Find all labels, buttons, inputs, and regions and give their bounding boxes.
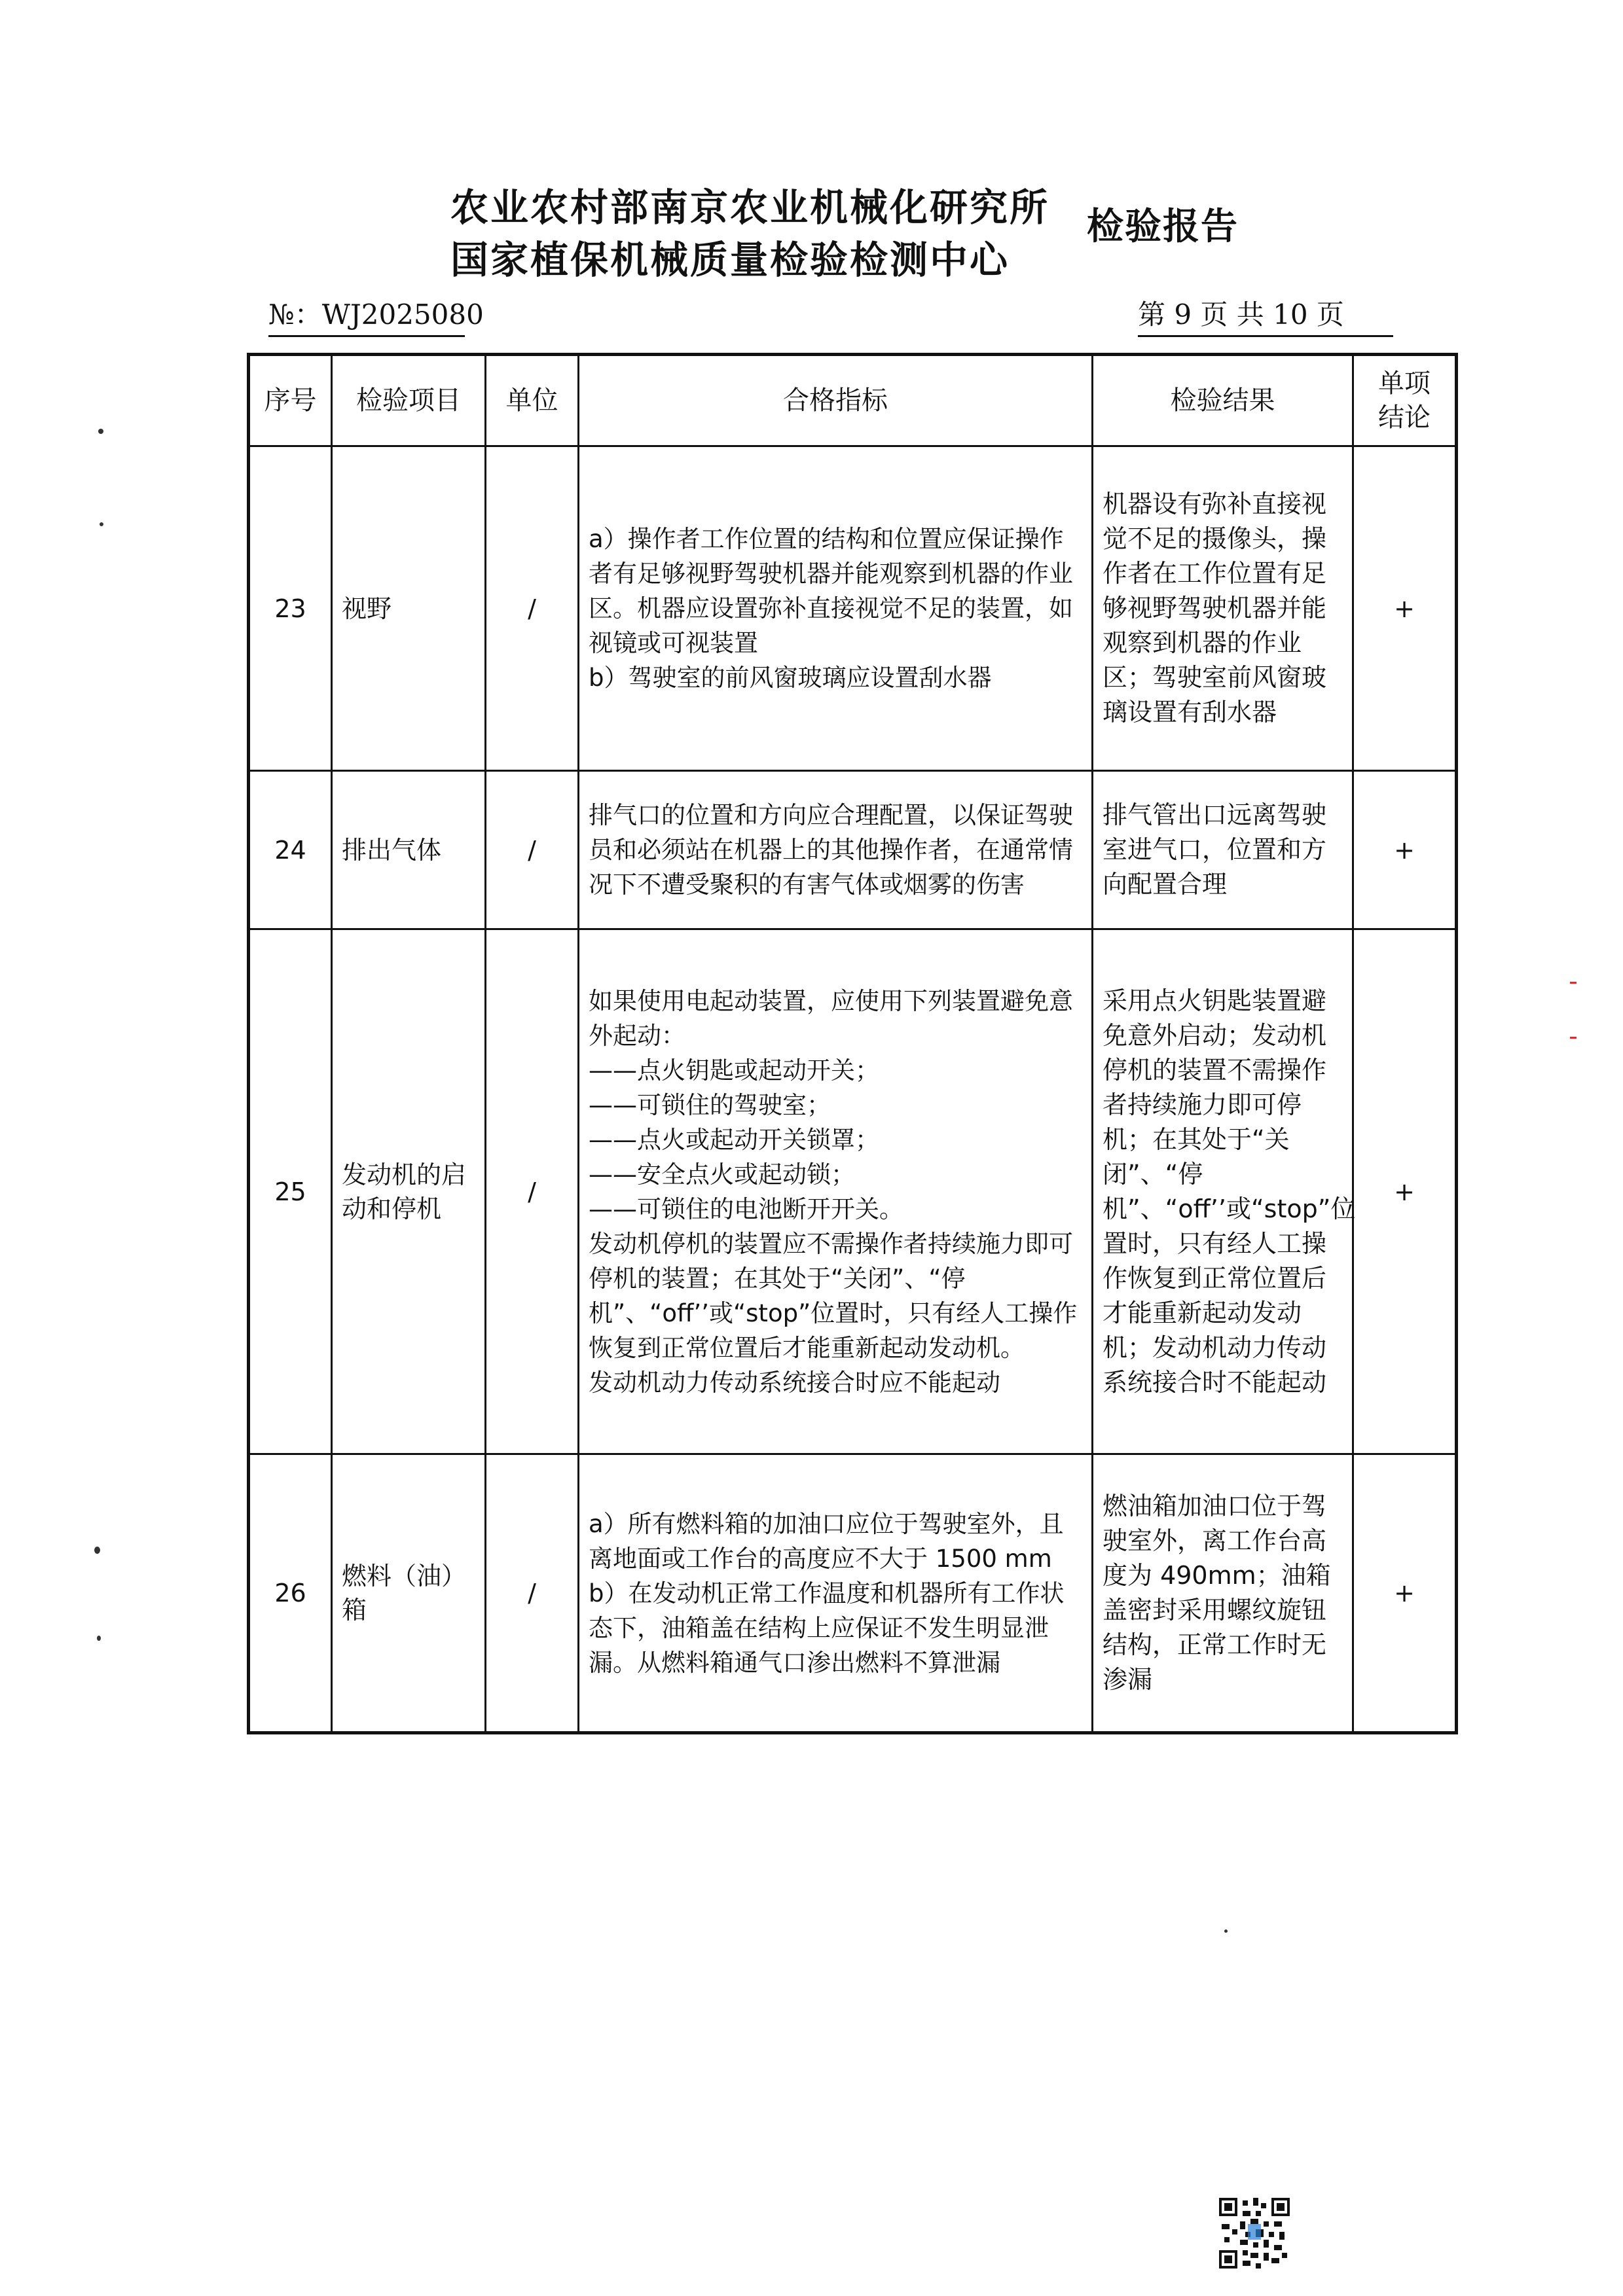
table-row xyxy=(249,929,1457,1454)
row-requirement xyxy=(579,1454,1093,1733)
row-conclusion: + xyxy=(1353,771,1457,929)
row-result: 采用点火钥匙装置避免意外启动；发动机停机的装置不需操作者持续施力即可停机；在其处于“关闭”、“停机”、“off’’或“stop”位置时，只有经人工操作恢复到正常位置后才能重新起动发动机；发动机动力传动系统接合时不能起动 xyxy=(1093,929,1353,1454)
table-row xyxy=(249,446,1457,771)
row-result: 排气管出口远离驾驶室进气口，位置和方向配置合理 xyxy=(1093,771,1353,929)
row-unit: / xyxy=(486,446,579,771)
org-name-line1: 农业农村部南京农业机械化研究所 xyxy=(450,185,1050,230)
requirement-line: ——点火或起动开关锁罩； xyxy=(589,1125,879,1154)
table-row xyxy=(249,771,1457,929)
row-result: 燃油箱加油口位于驾驶室外，离工作台高度为 490mm；油箱盖密封采用螺纹旋钮结构，正常工作时无渗漏 xyxy=(1093,1454,1353,1733)
row-item: 排出气体 xyxy=(332,771,486,929)
requirement-line: 如果使用电起动装置，应使用下列装置避免意外起动： xyxy=(589,986,1073,1050)
requirement-line: ——安全点火或起动锁； xyxy=(589,1160,855,1189)
report-number: №：WJ2025080 xyxy=(268,293,465,337)
header-unit: 单位 xyxy=(486,355,579,446)
requirement-line: ——可锁住的驾驶室； xyxy=(589,1090,831,1119)
row-requirement xyxy=(579,446,1093,771)
header-conclusion: 单项结论 xyxy=(1353,355,1457,446)
requirement-line: a）操作者工作位置的结构和位置应保证操作者有足够视野驾驶机器并能观察到机器的作业区。机器应设置弥补直接视觉不足的装置，如视镜或可视装置 xyxy=(589,525,1073,657)
scan-speck xyxy=(1224,1929,1228,1933)
row-item: 视野 xyxy=(332,446,486,771)
inspection-table xyxy=(247,353,1458,1734)
table-row xyxy=(249,1454,1457,1733)
row-conclusion: + xyxy=(1353,1454,1457,1733)
org-name-line2: 国家植保机械质量检验检测中心 xyxy=(450,238,1010,282)
requirement-line: 发动机停机的装置应不需操作者持续施力即可停机的装置；在其处于“关闭”、“停机”、“off’’或“stop”位置时，只有经人工操作恢复到正常位置后才能重新起动发动机。 xyxy=(589,1229,1078,1362)
requirement-line: 排气口的位置和方向应合理配置，以保证驾驶员和必须站在机器上的其他操作者，在通常情况下不遭受聚积的有害气体或烟雾的伤害 xyxy=(589,801,1073,899)
row-conclusion: + xyxy=(1353,446,1457,771)
row-requirement xyxy=(579,929,1093,1454)
requirement-line: a）所有燃料箱的加油口应位于驾驶室外，且离地面或工作台的高度应不大于 1500 mm xyxy=(589,1509,1064,1573)
scan-speck xyxy=(98,429,103,434)
row-item: 燃料（油）箱 xyxy=(332,1454,486,1733)
edge-mark xyxy=(1570,982,1577,984)
row-item: 发动机的启动和停机 xyxy=(332,929,486,1454)
row-no: 26 xyxy=(249,1454,332,1733)
page-indicator: 第 9 页 共 10 页 xyxy=(1138,293,1393,337)
table-header-row xyxy=(249,355,1457,446)
row-conclusion: + xyxy=(1353,929,1457,1454)
scan-speck xyxy=(94,1547,100,1554)
row-no: 25 xyxy=(249,929,332,1454)
requirement-line: b）驾驶室的前风窗玻璃应设置刮水器 xyxy=(589,664,992,692)
row-requirement xyxy=(579,771,1093,929)
header-no: 序号 xyxy=(249,355,332,446)
requirement-line: b）在发动机正常工作温度和机器所有工作状态下，油箱盖在结构上应保证不发生明显泄漏。从燃料箱通气口渗出燃料不算泄漏 xyxy=(589,1579,1065,1677)
requirement-line: ——可锁住的电池断开开关。 xyxy=(589,1194,903,1223)
header-requirement: 合格指标 xyxy=(579,355,1093,446)
row-unit: / xyxy=(486,771,579,929)
row-unit: / xyxy=(486,1454,579,1733)
report-title: 检验报告 xyxy=(1087,206,1239,248)
scan-speck xyxy=(97,1636,101,1641)
scan-speck xyxy=(100,522,103,526)
requirement-line: ——点火钥匙或起动开关； xyxy=(589,1056,879,1085)
row-no: 24 xyxy=(249,771,332,929)
header-item: 检验项目 xyxy=(332,355,486,446)
row-unit: / xyxy=(486,929,579,1454)
row-result: 机器设有弥补直接视觉不足的摄像头，操作者在工作位置有足够视野驾驶机器并能观察到机器的作业区；驾驶室前风窗玻璃设置有刮水器 xyxy=(1093,446,1353,771)
row-no: 23 xyxy=(249,446,332,771)
edge-mark xyxy=(1570,1037,1577,1039)
report-header xyxy=(0,177,1623,281)
qr-code-icon xyxy=(1219,2198,1290,2269)
requirement-line: 发动机动力传动系统接合时应不能起动 xyxy=(589,1368,1000,1397)
header-result: 检验结果 xyxy=(1093,355,1353,446)
